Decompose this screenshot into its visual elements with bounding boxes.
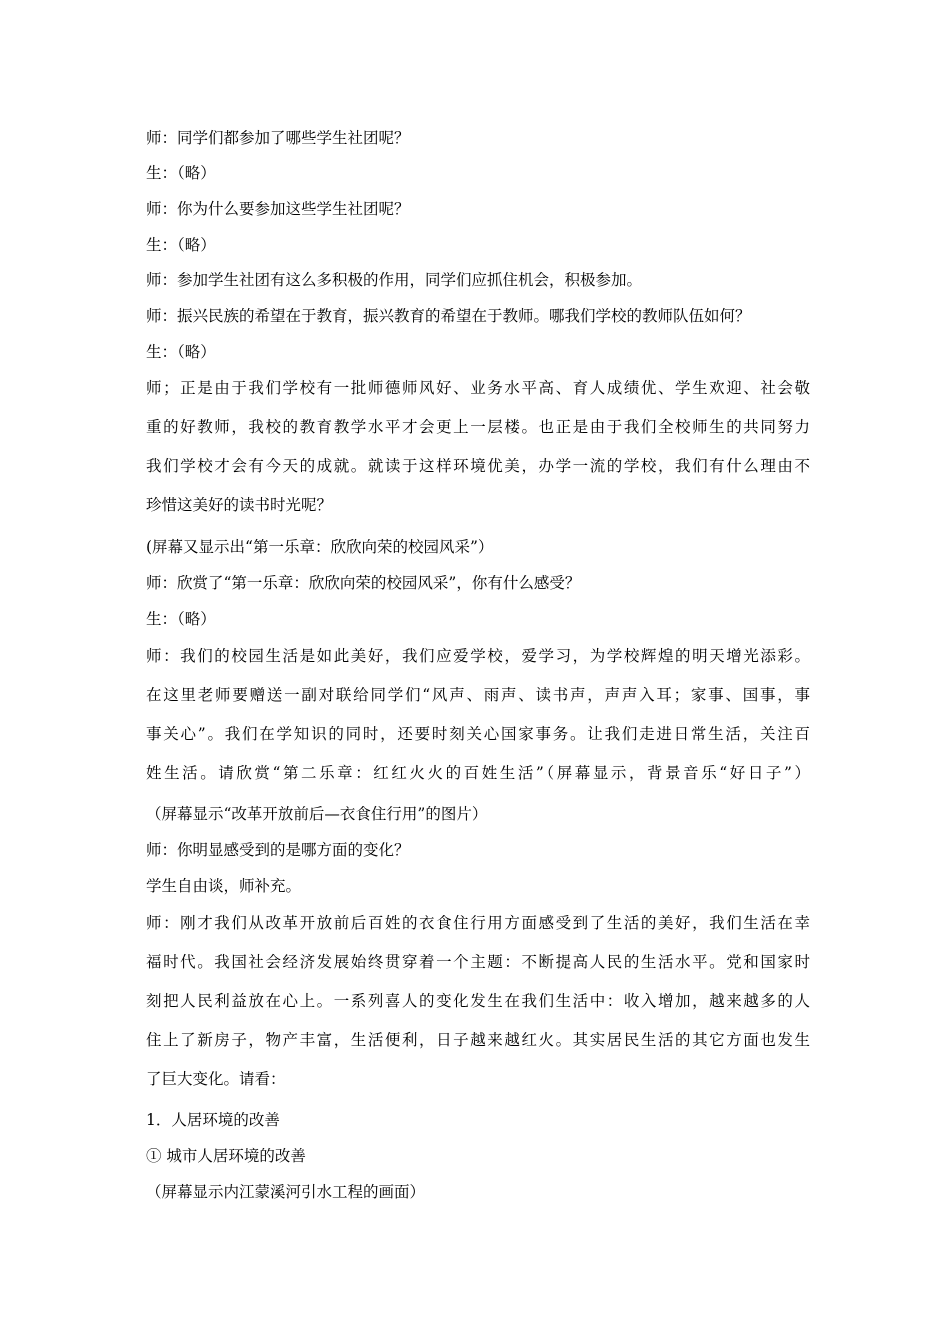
dialogue-line: 生：（略） (146, 343, 216, 361)
dialogue-line: 师：同学们都参加了哪些学生社团呢？ (146, 129, 410, 147)
dialogue-line: 师：你为什么要参加这些学生社团呢？ (146, 200, 410, 218)
dialogue-line: 生：（略） (146, 236, 216, 254)
paragraph-line: 福时代。我国社会经济发展始终贯穿着一个主题：不断提高人民的生活水平。党和国家时 (146, 953, 810, 971)
dialogue-line: 生：（略） (146, 610, 216, 628)
paragraph-line: 在这里老师要赠送一副对联给同学们“风声、雨声、读书声，声声入耳；家事、国事，事 (146, 686, 810, 704)
dialogue-line: 师：参加学生社团有这么多积极的作用，同学们应抓住机会，积极参加。 (146, 271, 643, 289)
paragraph-line: 我们学校才会有今天的成就。就读于这样环境优美，办学一流的学校，我们有什么理由不 (146, 457, 810, 475)
stage-direction: （屏幕显示内江蒙溪河引水工程的画面） (146, 1183, 426, 1201)
dialogue-line: 师：欣赏了“第一乐章：欣欣向荣的校园风采”，你有什么感受？ (146, 574, 581, 592)
stage-direction: (屏幕又显示出“第一乐章：欣欣向荣的校园风采”） (146, 538, 494, 556)
dialogue-line: 师：你明显感受到的是哪方面的变化？ (146, 841, 410, 859)
paragraph-line: 刻把人民利益放在心上。一系列喜人的变化发生在我们生活中：收入增加，越来越多的人 (146, 992, 810, 1010)
subsection-heading: ① 城市人居环境的改善 (146, 1147, 306, 1165)
dialogue-line: 学生自由谈，师补充。 (146, 877, 302, 895)
paragraph-line: 姓生活。请欣赏“第二乐章：红红火火的百姓生活”（屏幕显示，背景音乐“好日子”） (146, 764, 810, 782)
paragraph-line: 珍惜这美好的读书时光呢？ (146, 496, 333, 514)
dialogue-line: 生：（略） (146, 164, 216, 182)
paragraph-line: 师；正是由于我们学校有一批师德师风好、业务水平高、育人成绩优、学生欢迎、社会敬 (146, 379, 810, 397)
stage-direction: （屏幕显示“改革开放前后—衣食住行用”的图片） (146, 805, 488, 823)
paragraph-line: 事关心”。我们在学知识的同时，还要时刻关心国家事务。让我们走进日常生活，关注百 (146, 725, 810, 743)
section-heading: 1．人居环境的改善 (146, 1111, 280, 1129)
paragraph-line: 重的好教师，我校的教育教学水平才会更上一层楼。也正是由于我们全校师生的共同努力 (146, 418, 810, 436)
dialogue-line: 师：振兴民族的希望在于教育，振兴教育的希望在于教师。哪我们学校的教师队伍如何？ (146, 307, 751, 325)
paragraph-line: 师：我们的校园生活是如此美好，我们应爱学校，爱学习，为学校辉煌的明天增光添彩。 (146, 647, 810, 665)
paragraph-line: 住上了新房子，物产丰富，生活便利，日子越来越红火。其实居民生活的其它方面也发生 (146, 1031, 810, 1049)
paragraph-line: 师：刚才我们从改革开放前后百姓的衣食住行用方面感受到了生活的美好，我们生活在幸 (146, 914, 810, 932)
paragraph-line: 了巨大变化。请看： (146, 1070, 286, 1088)
